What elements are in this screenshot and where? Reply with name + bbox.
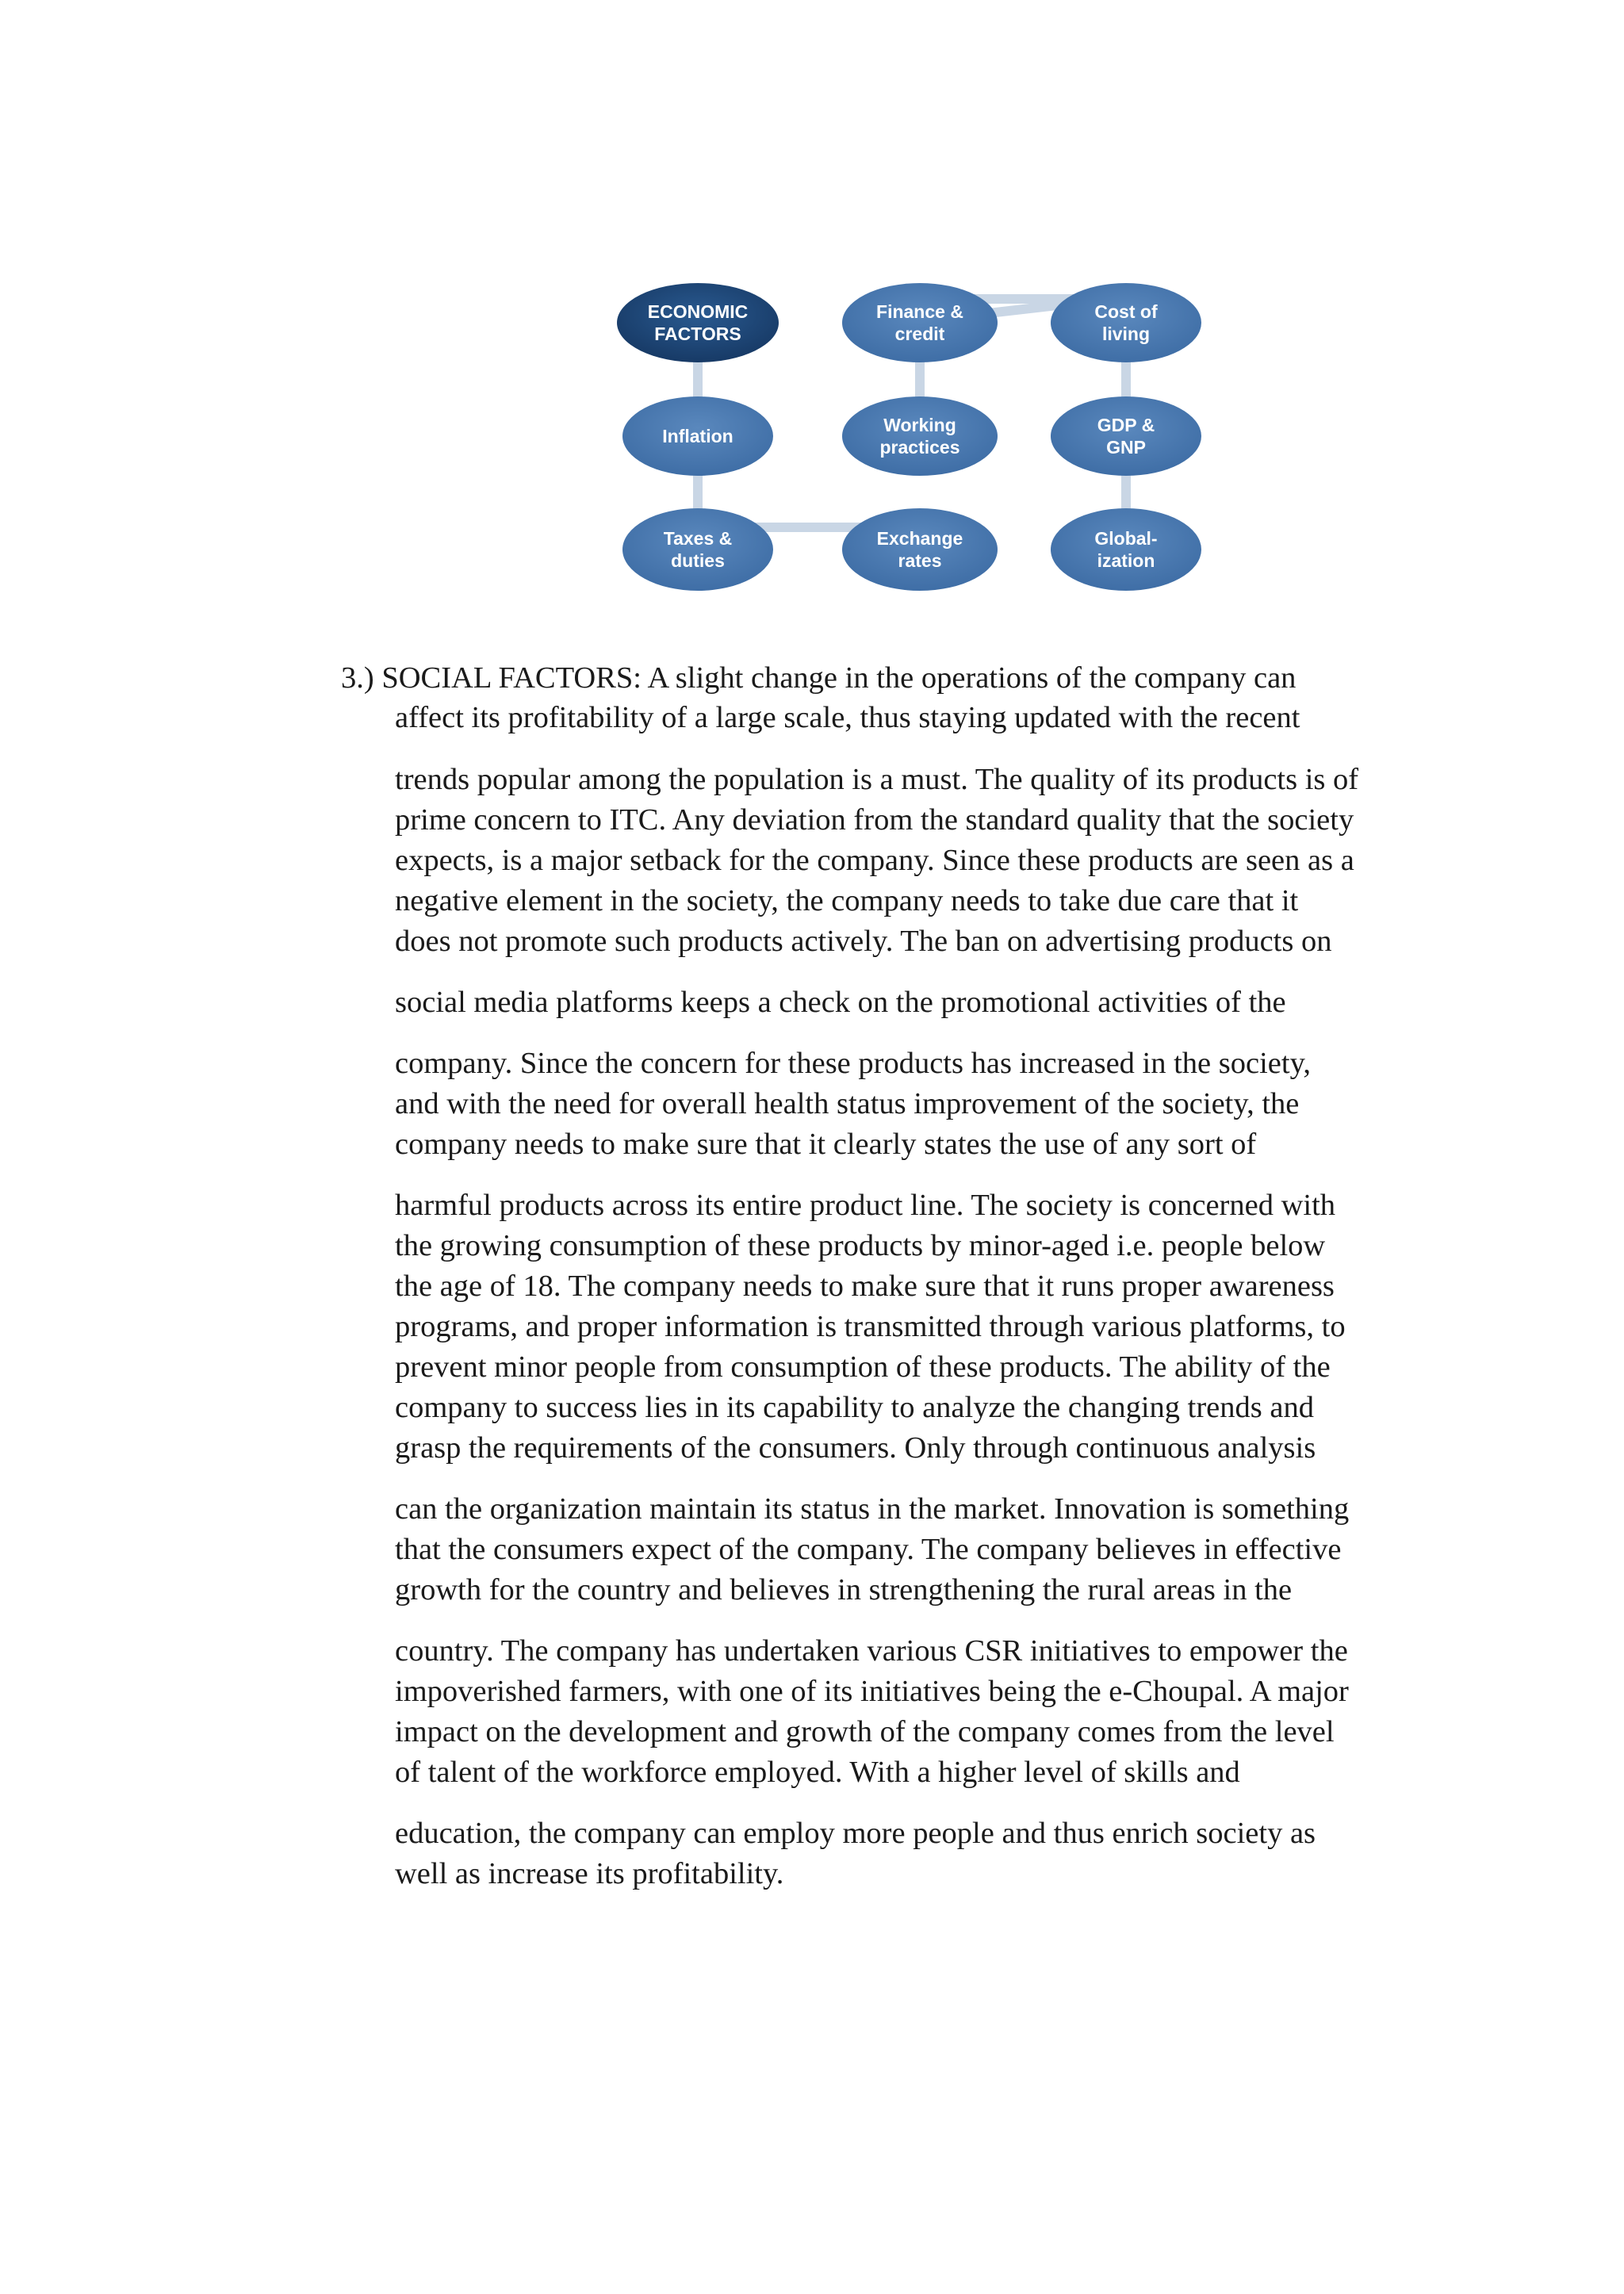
node-label-line: practices	[879, 437, 960, 458]
node-cost-of-living	[1051, 283, 1201, 362]
node-gdp-gnp	[1051, 396, 1201, 476]
node-label-line: Taxes &	[663, 528, 733, 549]
node-label-line: rates	[898, 550, 942, 571]
paragraph-line: trends popular among the population is a must. The quality of its products is of	[395, 763, 1359, 796]
paragraph-line: impoverished farmers, with one of its initiatives being the e-Choupal. A major	[395, 1675, 1349, 1708]
node-label-line: GDP &	[1097, 415, 1155, 435]
paragraph-line: growth for the country and believes in strengthening the rural areas in the	[395, 1573, 1293, 1607]
node-label-line: living	[1101, 324, 1151, 344]
node-label-line: Exchange	[876, 528, 963, 549]
paragraph-line: company. Since the concern for these products has increased in the society,	[395, 1047, 1311, 1080]
paragraph-line: of talent of the workforce employed. With a higher level of skills and	[395, 1756, 1240, 1789]
node-working-practices	[842, 396, 998, 476]
paragraph-line: company needs to make sure that it clearly states the use of any sort of	[395, 1128, 1257, 1161]
paragraph-line: affect its profitability of a large scale, thus staying updated with the recent	[395, 701, 1300, 734]
node-inflation	[622, 396, 773, 476]
node-label-line: Working	[883, 415, 956, 435]
paragraph-line: prevent minor people from consumption of these products. The ability of the	[395, 1350, 1331, 1384]
node-label-line: ization	[1097, 550, 1155, 571]
paragraph-line: prime concern to ITC. Any deviation from the standard quality that the society	[395, 803, 1354, 837]
paragraph-line: the age of 18. The company needs to make sure that it runs proper awareness	[395, 1270, 1335, 1303]
node-label-line: duties	[671, 550, 725, 571]
paragraph-line: 3.) SOCIAL FACTORS: A slight change in the operations of the company can	[341, 661, 1297, 695]
paragraph-line: does not promote such products actively. The ban on advertising products on	[395, 925, 1332, 958]
paragraph-line: can the organization maintain its status in the market. Innovation is something	[395, 1492, 1350, 1526]
paragraph-line: company to success lies in its capability to analyze the changing trends and	[395, 1391, 1314, 1424]
paragraph-line: negative element in the society, the company needs to take due care that it	[395, 884, 1299, 917]
paragraph-line: expects, is a major setback for the company. Since these products are seen as a	[395, 844, 1354, 877]
node-label-line: Global-	[1094, 528, 1158, 549]
node-label-line: ECONOMIC	[647, 301, 749, 322]
node-label-line: GNP	[1106, 437, 1146, 458]
node-label-line: credit	[894, 324, 945, 344]
node-label-line: Cost of	[1094, 301, 1158, 322]
paragraph-line: harmful products across its entire product line. The society is concerned with	[395, 1189, 1336, 1222]
economic-factors-diagram	[603, 274, 1221, 607]
node-taxes-duties	[622, 508, 773, 591]
paragraph-line: that the consumers expect of the company. The company believes in effective	[395, 1533, 1342, 1566]
node-globalization	[1051, 508, 1201, 591]
paragraph-line: education, the company can employ more people and thus enrich society as	[395, 1817, 1316, 1850]
paragraph-line: country. The company has undertaken various CSR initiatives to empower the	[395, 1634, 1348, 1668]
node-label-line: Inflation	[662, 426, 733, 446]
paragraph-line: the growing consumption of these products by minor-aged i.e. people below	[395, 1229, 1326, 1262]
node-label-line: Finance &	[876, 301, 963, 322]
diagram-svg	[603, 274, 1221, 607]
node-exchange-rates	[842, 508, 998, 591]
paragraph-line: impact on the development and growth of the company comes from the level	[395, 1715, 1335, 1748]
paragraph-line: social media platforms keeps a check on the promotional activities of the	[395, 986, 1286, 1019]
paragraph-line: and with the need for overall health status improvement of the society, the	[395, 1087, 1300, 1120]
node-finance	[842, 283, 998, 362]
node-economic	[617, 283, 779, 362]
paragraph-line: well as increase its profitability.	[395, 1857, 784, 1890]
node-label-line: FACTORS	[654, 324, 741, 344]
paragraph-line: grasp the requirements of the consumers. Only through continuous analysis	[395, 1431, 1316, 1465]
paragraph-line: programs, and proper information is transmitted through various platforms, to	[395, 1310, 1346, 1343]
